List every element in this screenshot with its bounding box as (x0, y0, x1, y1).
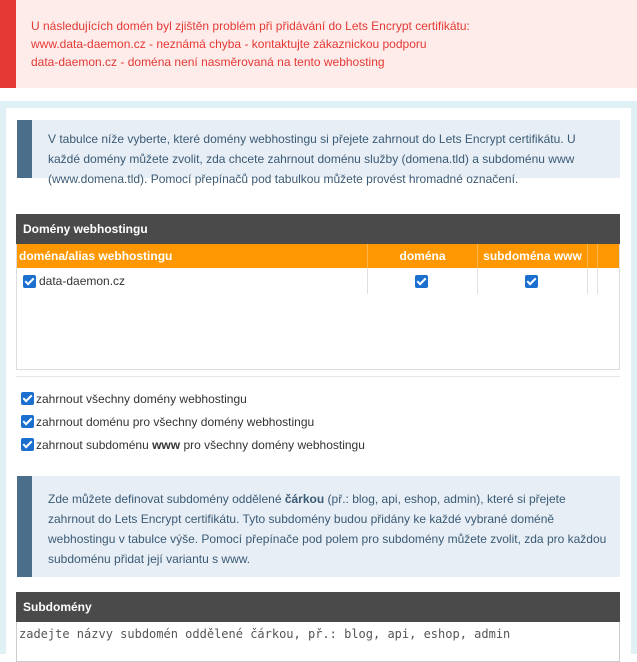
include-all-domains-option[interactable] (21, 387, 621, 410)
option-label-prefix: zahrnout subdoménu (36, 437, 153, 452)
subdomains-section-title: Subdomény (16, 592, 620, 622)
domains-table (16, 244, 620, 370)
info-text-bold: čárkou (284, 492, 325, 506)
option-label: zahrnout všechny domény webhostingu (36, 391, 247, 406)
panel-content (6, 108, 631, 654)
row-select-checkbox[interactable] (23, 275, 36, 288)
include-domain-all-checkbox[interactable] (21, 415, 34, 428)
table-header (17, 244, 619, 268)
domains-info-box: V tabulce níže vyberte, které domény webhostingu si přejete zahrnout do Lets Encrypt certifikátu. U každé domény můžete zvolit, zda chcete zahrnout doménu služby (domena.tld) a subdoménu www (www.domena.tld). Pomocí přepínačů pod tabulkou můžete provést hromadné označení. (17, 120, 620, 178)
empty-cell (597, 268, 619, 294)
bulk-options (21, 387, 621, 456)
domain-cell (17, 268, 367, 294)
domain-name: data-daemon.cz (39, 274, 126, 288)
option-label-suffix: pro všechny domény webhostingu (180, 437, 365, 452)
include-www-all-option[interactable] (21, 433, 621, 456)
option-label: zahrnout doménu pro všechny domény webhostingu (36, 414, 315, 429)
domain-include-cell (367, 268, 477, 294)
subdomains-input[interactable] (16, 622, 620, 662)
www-include-checkbox[interactable] (525, 275, 538, 288)
error-line: data-daemon.cz - doména není nasměrovaná na tento webhosting (31, 55, 385, 69)
empty-cell (587, 268, 597, 294)
error-alert (0, 0, 637, 88)
domains-section-title: Domény webhostingu (16, 214, 620, 244)
include-domain-all-option[interactable] (21, 410, 621, 433)
column-header-spacer (587, 244, 597, 268)
column-header-www[interactable]: subdoména www (477, 244, 587, 268)
column-header-spacer (597, 244, 619, 268)
table-row (17, 268, 619, 294)
divider (16, 376, 620, 377)
include-all-domains-checkbox[interactable] (21, 392, 34, 405)
error-line: www.data-daemon.cz - neznámá chyba - kontaktujte zákaznickou podporu (31, 37, 427, 51)
option-label (36, 438, 365, 452)
info-text: Zde můžete definovat subdomény oddělené (48, 492, 285, 506)
www-include-cell (477, 268, 587, 294)
include-www-all-checkbox[interactable] (21, 438, 34, 451)
error-line: U následujících domén byl zjištěn problém při přidávání do Lets Encrypt certifikátu: (31, 19, 470, 33)
subdomains-info-box (17, 476, 620, 577)
info-text: (př.: blog, api, eshop, admin), které si přejete zahrnout do Lets Encrypt certifikátu. Tyto subdomény budou přidány ke každé vybrané doméně webhostingu v tabulce výše. Pomocí přepínače pod polem pro subdomény můžete zvolit, zda pro každou subdoménu přidat její variantu s www. (48, 492, 607, 566)
column-header-domain-alias[interactable]: doména/alias webhostingu (19, 249, 173, 263)
column-header-domain[interactable]: doména (367, 244, 477, 268)
option-label-www: www (152, 437, 181, 452)
lets-encrypt-panel (0, 101, 637, 654)
domain-include-checkbox[interactable] (415, 275, 428, 288)
